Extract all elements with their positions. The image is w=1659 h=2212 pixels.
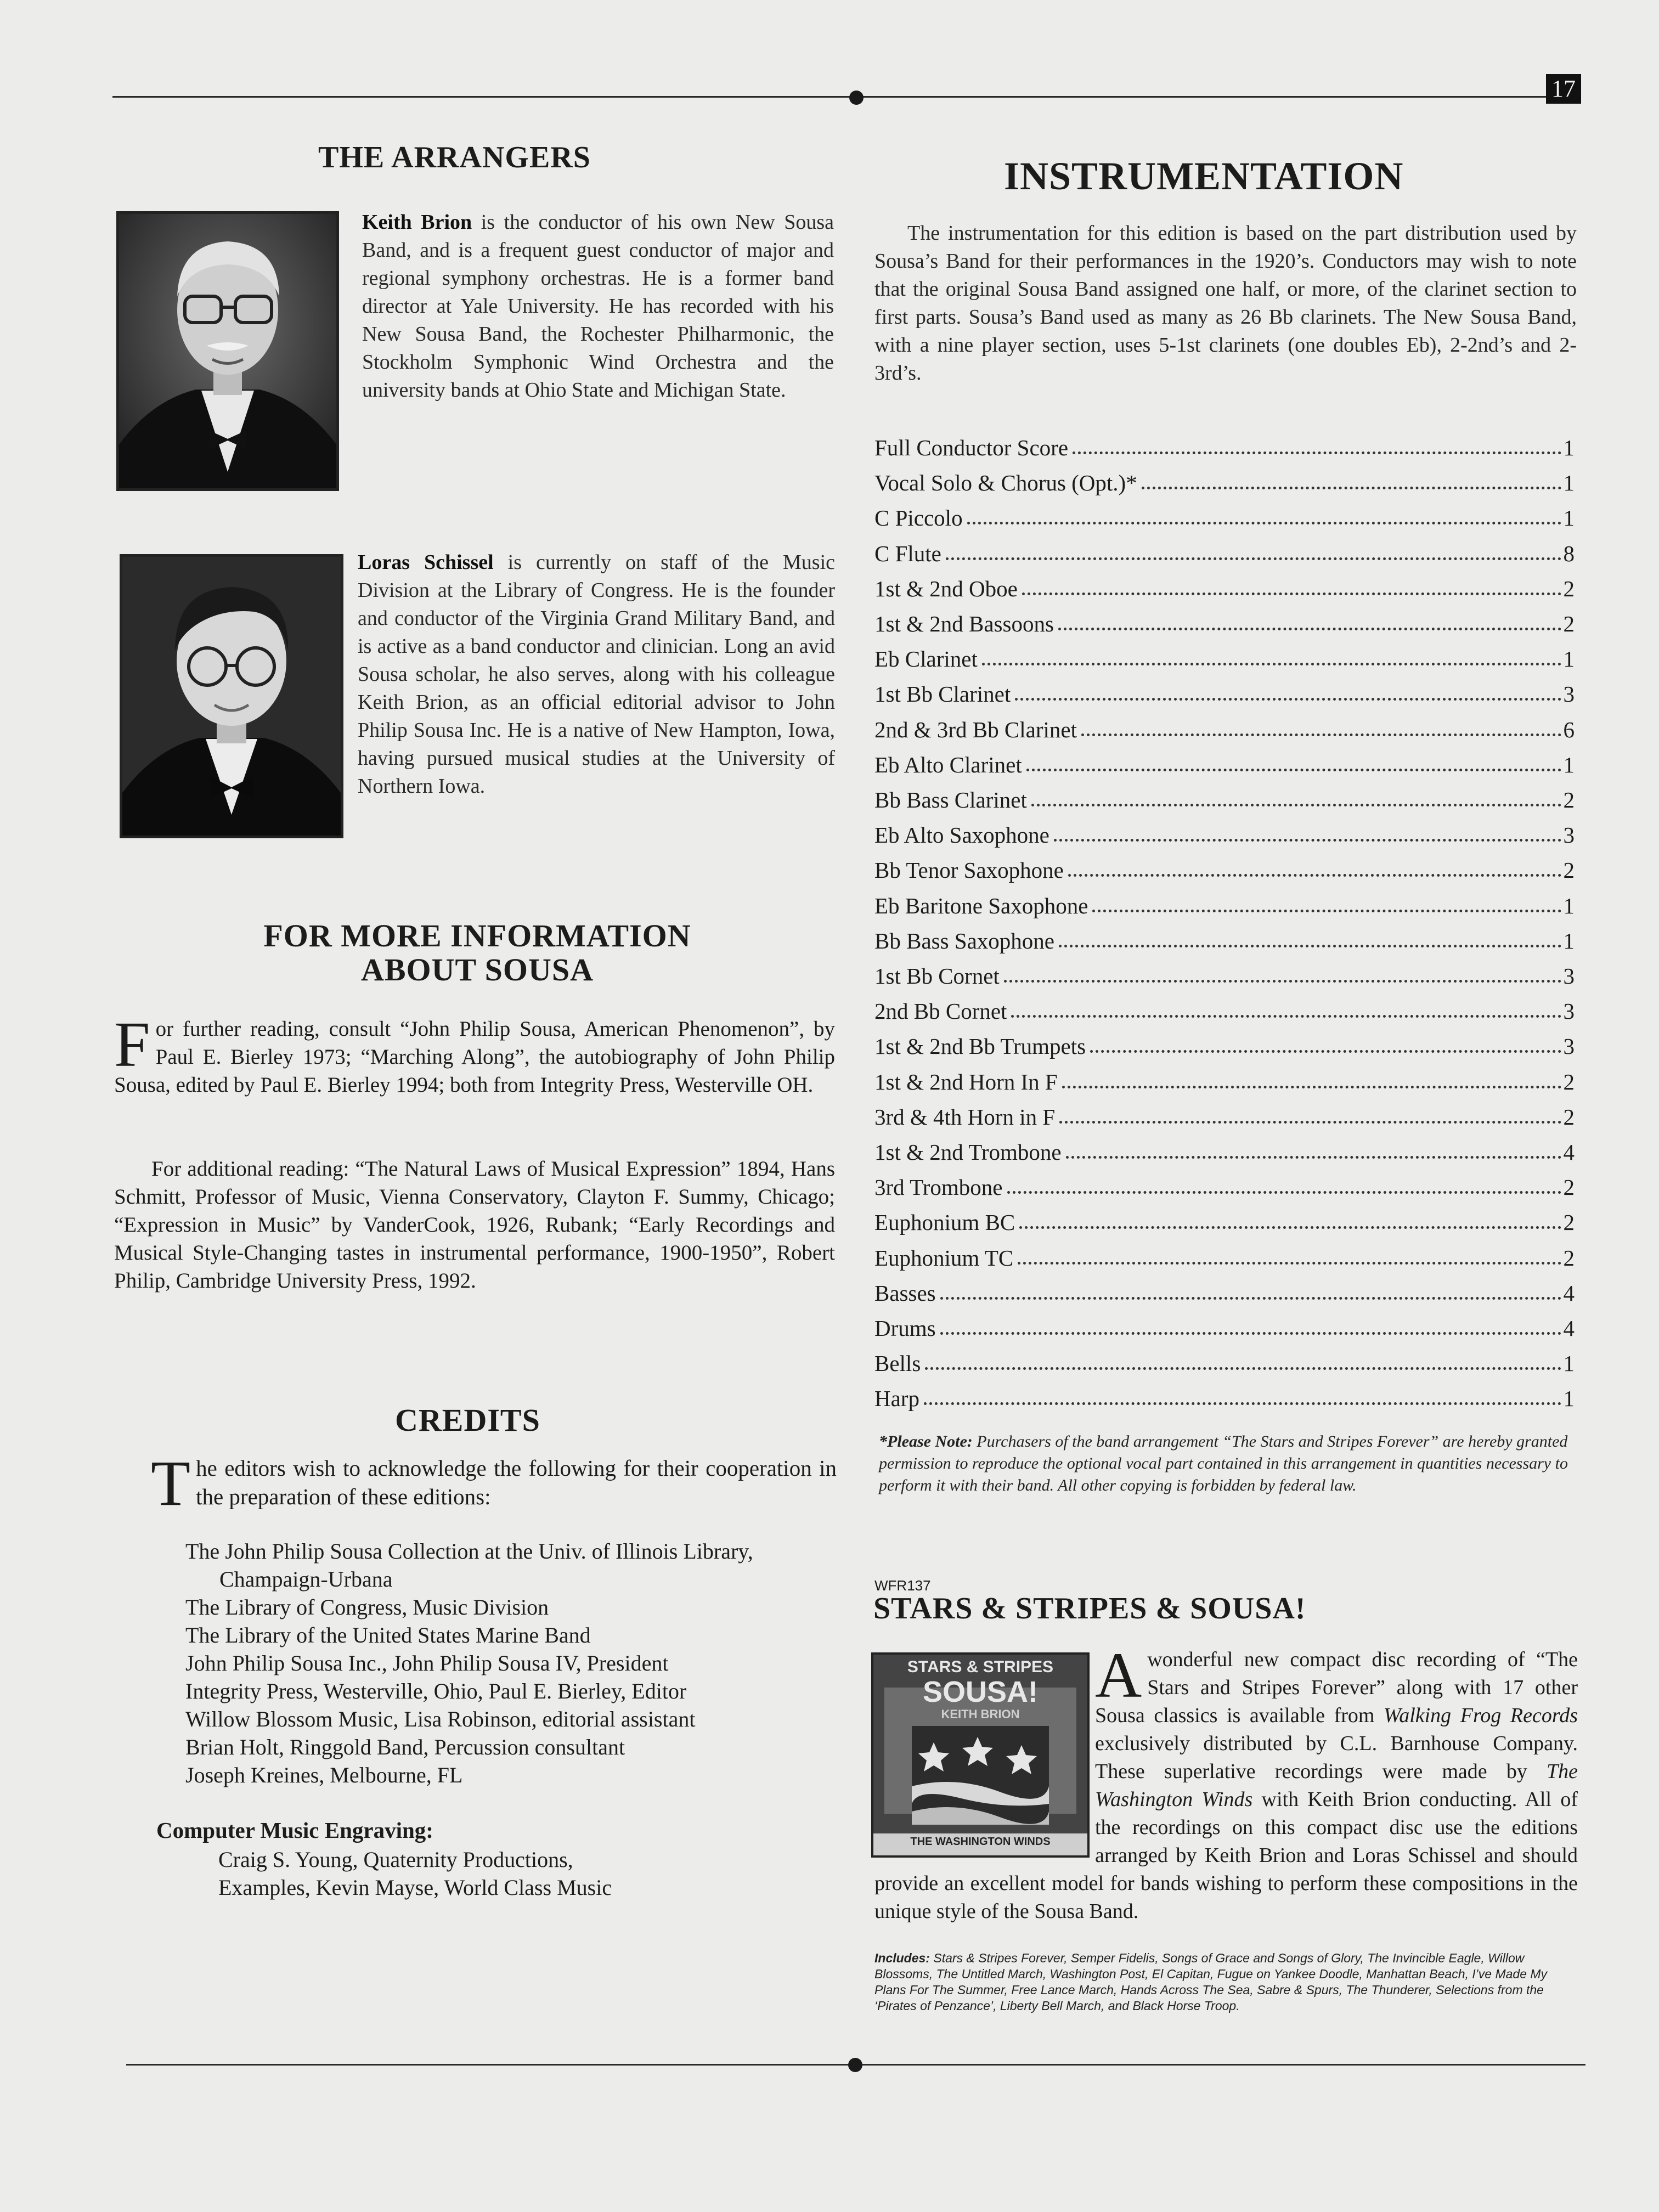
more-info-dropcap: F: [114, 1008, 150, 1080]
loras-schissel-photo: [120, 554, 343, 838]
top-rule-ornament: [849, 91, 864, 105]
instrument-part-row: [874, 990, 1575, 1024]
engraving-item: Craig S. Young, Quaternity Productions,: [218, 1847, 573, 1872]
dot-leader: [1018, 1262, 1561, 1265]
cd-cover-conductor: KEITH BRION: [941, 1707, 1020, 1721]
more-info-paragraph-1: [114, 1008, 835, 1099]
bottom-rule-ornament: [848, 2058, 862, 2072]
loras-schissel-bio-text: is currently on staff of the Music Division at the Library of Congress. He is the founder and conductor of the Virginia Grand Military Band, and is active as a band conductor and clinician. Long an avid Sousa scholar, he also serves, along with his colleague Keith Brion, as an official editorial advisor to John Philip Sousa Inc. He is a native of New Hampton, Iowa, having pursued musical studies at the University of Northern Iowa.: [358, 551, 835, 798]
instrument-part-name: 1st & 2nd Bb Trumpets: [874, 1034, 1086, 1059]
instrument-part-quantity: 1: [1563, 505, 1575, 531]
instrument-part-quantity: 2: [1563, 575, 1575, 601]
instrument-part-quantity: 1: [1563, 1351, 1575, 1376]
instrument-part-name: Bb Bass Clarinet: [874, 787, 1027, 812]
instrument-part-quantity: 1: [1563, 928, 1575, 953]
dot-leader: [1092, 910, 1561, 912]
dot-leader: [1090, 1050, 1561, 1053]
instrument-part-name: 3rd & 4th Horn in F: [874, 1104, 1056, 1130]
instrument-part-row: [874, 1307, 1575, 1341]
instrument-part-quantity: 3: [1563, 681, 1575, 707]
dot-leader: [946, 557, 1561, 560]
instrument-part-name: 2nd Bb Cornet: [874, 998, 1007, 1024]
cd-text-2: exclusively distributed by C.L. Barnhouse Company. These superlative recordings were made by: [1095, 1732, 1578, 1783]
dot-leader: [924, 1402, 1561, 1405]
cd-includes-text: Stars & Stripes Forever, Semper Fidelis, Songs of Grace and Songs of Glory, The Invincible Eagle, Willow Blossoms, The Untitled March, Washington Post, El Capitan, Fugue on Yankee Doodle, Manhattan Beach, I’ve Made My Plans For The Summer, Free Lance March, Hands Across The Sea, Sabre & Spurs, The Thunderer, Selections from the ‘Pirates of Penzance’, Liberty Bell March, and Black Horse Troop.: [874, 1951, 1548, 2013]
dot-leader: [1062, 1086, 1561, 1088]
instrument-part-row: [874, 744, 1575, 778]
instrument-part-quantity: 3: [1563, 963, 1575, 989]
cd-band-name: The Washington Winds: [1095, 1760, 1578, 1811]
cd-includes-label: Includes:: [874, 1951, 930, 1965]
dot-leader: [1068, 874, 1561, 877]
cd-cover-title-line1: STARS & STRIPES: [907, 1658, 1054, 1676]
keith-brion-photo: [116, 211, 339, 491]
instrument-part-name: Euphonium BC: [874, 1210, 1015, 1235]
credits-intro: [151, 1447, 837, 1519]
instrument-part-row: [874, 1061, 1575, 1095]
dot-leader: [1081, 733, 1561, 736]
instrument-part-quantity: 1: [1563, 893, 1575, 918]
cd-text-3: with Keith Brion conducting. All of the recordings on this compact disc use the editions arranged by Keith Brion and Loras Schissel and should provide an excellent model for bands wishing to perform these compositions in the unique style of the Sousa Band.: [874, 1788, 1578, 1923]
instrument-part-row: [874, 1272, 1575, 1306]
dot-leader: [1059, 1121, 1561, 1124]
instrument-part-name: Drums: [874, 1316, 936, 1341]
cd-cover-band: THE WASHINGTON WINDS: [910, 1836, 1051, 1848]
credit-item: The Library of the United States Marine Band: [185, 1623, 591, 1647]
instrument-part-name: Eb Baritone Saxophone: [874, 893, 1088, 918]
instrument-part-row: [874, 1096, 1575, 1130]
credit-item: Willow Blossom Music, Lisa Robinson, editorial assistant: [185, 1707, 696, 1731]
cd-cover-title-line2: SOUSA!: [922, 1675, 1038, 1708]
instrument-part-row: [874, 1025, 1575, 1059]
note-text: Purchasers of the band arrangement “The Stars and Stripes Forever” are hereby granted permission to reproduce the optional vocal part contained in this arrangement in quantities necessary to perform it with their band. All other copying is forbidden by federal law.: [879, 1432, 1568, 1494]
instrument-part-quantity: 4: [1563, 1280, 1575, 1306]
instrument-part-row: [874, 638, 1575, 672]
dot-leader: [925, 1367, 1561, 1370]
credit-item: Integrity Press, Westerville, Ohio, Paul E. Bierley, Editor: [185, 1679, 687, 1703]
dot-leader: [1031, 804, 1561, 806]
instrumentation-intro: The instrumentation for this edition is based on the part distribution used by Sousa’s Band for their performances in the 1920’s. Conductors may wish to note that the original Sousa Band assigned one half, or more, of the clarinet section to first parts. Sousa’s Band used as many as 26 Bb clarinets. The New Sousa Band, with a nine player section, uses 5-1st clarinets (one doubles Eb), 2-2nd’s and 2-3rd’s.: [874, 222, 1577, 385]
dot-leader: [940, 1332, 1561, 1335]
instrument-part-quantity: 8: [1563, 540, 1575, 566]
instrument-part-row: [874, 849, 1575, 883]
instrument-part-row: [874, 427, 1575, 461]
instrument-part-row: [874, 603, 1575, 637]
credit-item: Joseph Kreines, Melbourne, FL: [185, 1763, 463, 1787]
instrument-part-quantity: 1: [1563, 752, 1575, 777]
instrumentation-note: [879, 1431, 1575, 1497]
credits-intro-text: he editors wish to acknowledge the following for their cooperation in the preparation of these editions:: [196, 1455, 837, 1509]
credits-heading: CREDITS: [395, 1402, 540, 1438]
instrument-part-name: 1st & 2nd Bassoons: [874, 611, 1054, 636]
dot-leader: [1142, 487, 1561, 489]
instrument-part-name: 1st & 2nd Horn In F: [874, 1069, 1058, 1094]
dot-leader: [1073, 452, 1561, 454]
instrument-part-quantity: 1: [1563, 470, 1575, 496]
instrument-part-name: 1st Bb Cornet: [874, 963, 1000, 989]
instrument-part-row: [874, 1237, 1575, 1271]
dot-leader: [1015, 698, 1561, 701]
instrument-part-quantity: 2: [1563, 1069, 1575, 1094]
instrument-part-name: Bb Tenor Saxophone: [874, 857, 1064, 883]
credit-item: The Library of Congress, Music Division: [185, 1595, 549, 1620]
instrument-part-name: 1st Bb Clarinet: [874, 681, 1011, 707]
engraving-list: [218, 1846, 822, 1901]
dot-leader: [1004, 980, 1561, 983]
instrument-part-row: [874, 1342, 1575, 1376]
instrument-part-row: [874, 885, 1575, 919]
instrument-part-quantity: 2: [1563, 611, 1575, 636]
loras-schissel-bio: [358, 549, 835, 800]
instrument-part-name: 1st & 2nd Oboe: [874, 575, 1018, 601]
dot-leader: [1059, 945, 1561, 947]
instrumentation-heading: INSTRUMENTATION: [1004, 154, 1404, 198]
cd-text-1: wonderful new compact disc recording of “The Stars and Stripes Forever” along with 17 other Sousa classics is available from: [1095, 1648, 1578, 1727]
instrument-part-quantity: 6: [1563, 716, 1575, 742]
credit-item: Brian Holt, Ringgold Band, Percussion consultant: [185, 1735, 625, 1759]
instrument-part-row: [874, 955, 1575, 989]
instrument-part-name: Basses: [874, 1280, 936, 1306]
instrument-part-row: [874, 814, 1575, 848]
instrument-part-name: C Piccolo: [874, 505, 963, 531]
keith-brion-name: Keith Brion: [362, 211, 472, 234]
instrument-part-row: [874, 709, 1575, 743]
instrument-part-quantity: 4: [1563, 1316, 1575, 1341]
instrument-part-name: 3rd Trombone: [874, 1175, 1003, 1200]
instrument-part-name: 2nd & 3rd Bb Clarinet: [874, 716, 1077, 742]
instrument-part-quantity: 3: [1563, 998, 1575, 1024]
top-rule: [112, 96, 1572, 98]
cd-catalog-number: WFR137: [874, 1577, 931, 1594]
instrument-part-quantity: 3: [1563, 1034, 1575, 1059]
instrument-part-quantity: 2: [1563, 1175, 1575, 1200]
cd-cover-spacer: [874, 1646, 1095, 1857]
keith-brion-bio-text: is the conductor of his own New Sousa Band, and is a frequent guest conductor of major and regional symphony orchestras. He is a former band director at Yale University. He has recorded with his New Sousa Band, the Rochester Philharmonic, the Stockholm Symphonic Wind Orchestra and the university bands at Ohio State and Michigan State.: [362, 211, 834, 402]
instrument-part-row: [874, 1201, 1575, 1235]
instrument-part-quantity: 4: [1563, 1139, 1575, 1165]
cd-dropcap: A: [1095, 1639, 1142, 1711]
instrument-part-name: Euphonium TC: [874, 1245, 1014, 1271]
instrument-part-name: Bb Bass Saxophone: [874, 928, 1054, 953]
instrument-part-name: Eb Clarinet: [874, 646, 978, 672]
dot-leader: [1007, 1191, 1561, 1194]
instrument-part-row: [874, 533, 1575, 567]
cd-includes: [874, 1950, 1578, 2014]
cd-description: [874, 1639, 1578, 1926]
keith-brion-bio: [362, 208, 834, 404]
instrument-part-quantity: 1: [1563, 435, 1575, 460]
page-number: 17: [1546, 74, 1581, 104]
instrument-part-quantity: 2: [1563, 787, 1575, 812]
credit-item: John Philip Sousa Inc., John Philip Sousa IV, President: [185, 1651, 669, 1675]
instrument-part-name: Eb Alto Clarinet: [874, 752, 1022, 777]
dot-leader: [967, 522, 1561, 524]
dot-leader: [1058, 628, 1561, 630]
instrument-part-quantity: 2: [1563, 857, 1575, 883]
more-info-p1-text: or further reading, consult “John Philip Sousa, American Phenomenon”, by Paul E. Bierley 1973; “Marching Along”, the autobiography of John Philip Sousa, edited by Paul E. Bierley 1994; both from Integrity Press, Westerville OH.: [114, 1017, 835, 1097]
instrument-part-row: [874, 568, 1575, 602]
instrument-part-name: Full Conductor Score: [874, 435, 1069, 460]
instrument-part-name: Harp: [874, 1386, 919, 1412]
instrument-part-name: Vocal Solo & Chorus (Opt.)*: [874, 470, 1137, 496]
instrument-part-name: Bells: [874, 1351, 921, 1376]
more-info-heading: [154, 919, 801, 987]
instrument-part-name: 1st & 2nd Trombone: [874, 1139, 1062, 1165]
instrument-part-quantity: 2: [1563, 1104, 1575, 1130]
credits-list: [185, 1537, 844, 1789]
arrangers-heading: THE ARRANGERS: [318, 140, 591, 174]
instrument-part-row: [874, 1131, 1575, 1165]
instrument-part-row: [874, 779, 1575, 813]
instrument-part-row: [874, 673, 1575, 707]
more-info-paragraph-2: For additional reading: “The Natural Laws of Musical Expression” 1894, Hans Schmitt, Professor of Music, Vienna Conservatory, Clayton F. Summy, Chicago; “Expression in Music” by VanderCook, 1926, Rubank; “Early Recordings and Musical Style-Changing tastes in instrumental performance, 1900-1950”, Robert Philip, Cambridge University Press, 1992.: [114, 1157, 835, 1293]
credits-dropcap: T: [151, 1447, 191, 1519]
dot-leader: [1054, 839, 1561, 842]
instrument-part-row: [874, 462, 1575, 496]
dot-leader: [1066, 1156, 1561, 1159]
engraving-heading: Computer Music Engraving:: [156, 1818, 433, 1843]
instrument-part-name: C Flute: [874, 540, 941, 566]
instrument-part-quantity: 3: [1563, 822, 1575, 848]
instrument-part-name: Eb Alto Saxophone: [874, 822, 1049, 848]
dot-leader: [940, 1297, 1561, 1300]
loras-schissel-name: Loras Schissel: [358, 551, 494, 574]
instrument-part-row: [874, 497, 1575, 531]
more-info-heading-line1: FOR MORE INFORMATION: [263, 918, 691, 953]
note-label: *Please Note:: [879, 1432, 973, 1451]
dot-leader: [982, 663, 1561, 665]
dot-leader: [1019, 1226, 1561, 1229]
instrument-part-quantity: 1: [1563, 1386, 1575, 1412]
engraving-item: Examples, Kevin Mayse, World Class Music: [218, 1875, 612, 1900]
cd-label-name: Walking Frog Records: [1384, 1704, 1578, 1727]
instrument-part-quantity: 2: [1563, 1245, 1575, 1271]
credit-item: Champaign-Urbana: [219, 1567, 393, 1592]
credit-item: The John Philip Sousa Collection at the Univ. of Illinois Library,: [185, 1539, 753, 1564]
instrument-part-quantity: 2: [1563, 1210, 1575, 1235]
more-info-heading-line2: ABOUT SOUSA: [360, 952, 594, 988]
dot-leader: [1026, 769, 1561, 771]
instrument-part-row: [874, 920, 1575, 954]
dot-leader: [1022, 592, 1561, 595]
instrument-part-row: [874, 1166, 1575, 1200]
instrument-part-quantity: 1: [1563, 646, 1575, 672]
dot-leader: [1011, 1015, 1561, 1018]
instrument-part-row: [874, 1378, 1575, 1412]
cd-heading: STARS & STRIPES & SOUSA!: [873, 1592, 1306, 1626]
